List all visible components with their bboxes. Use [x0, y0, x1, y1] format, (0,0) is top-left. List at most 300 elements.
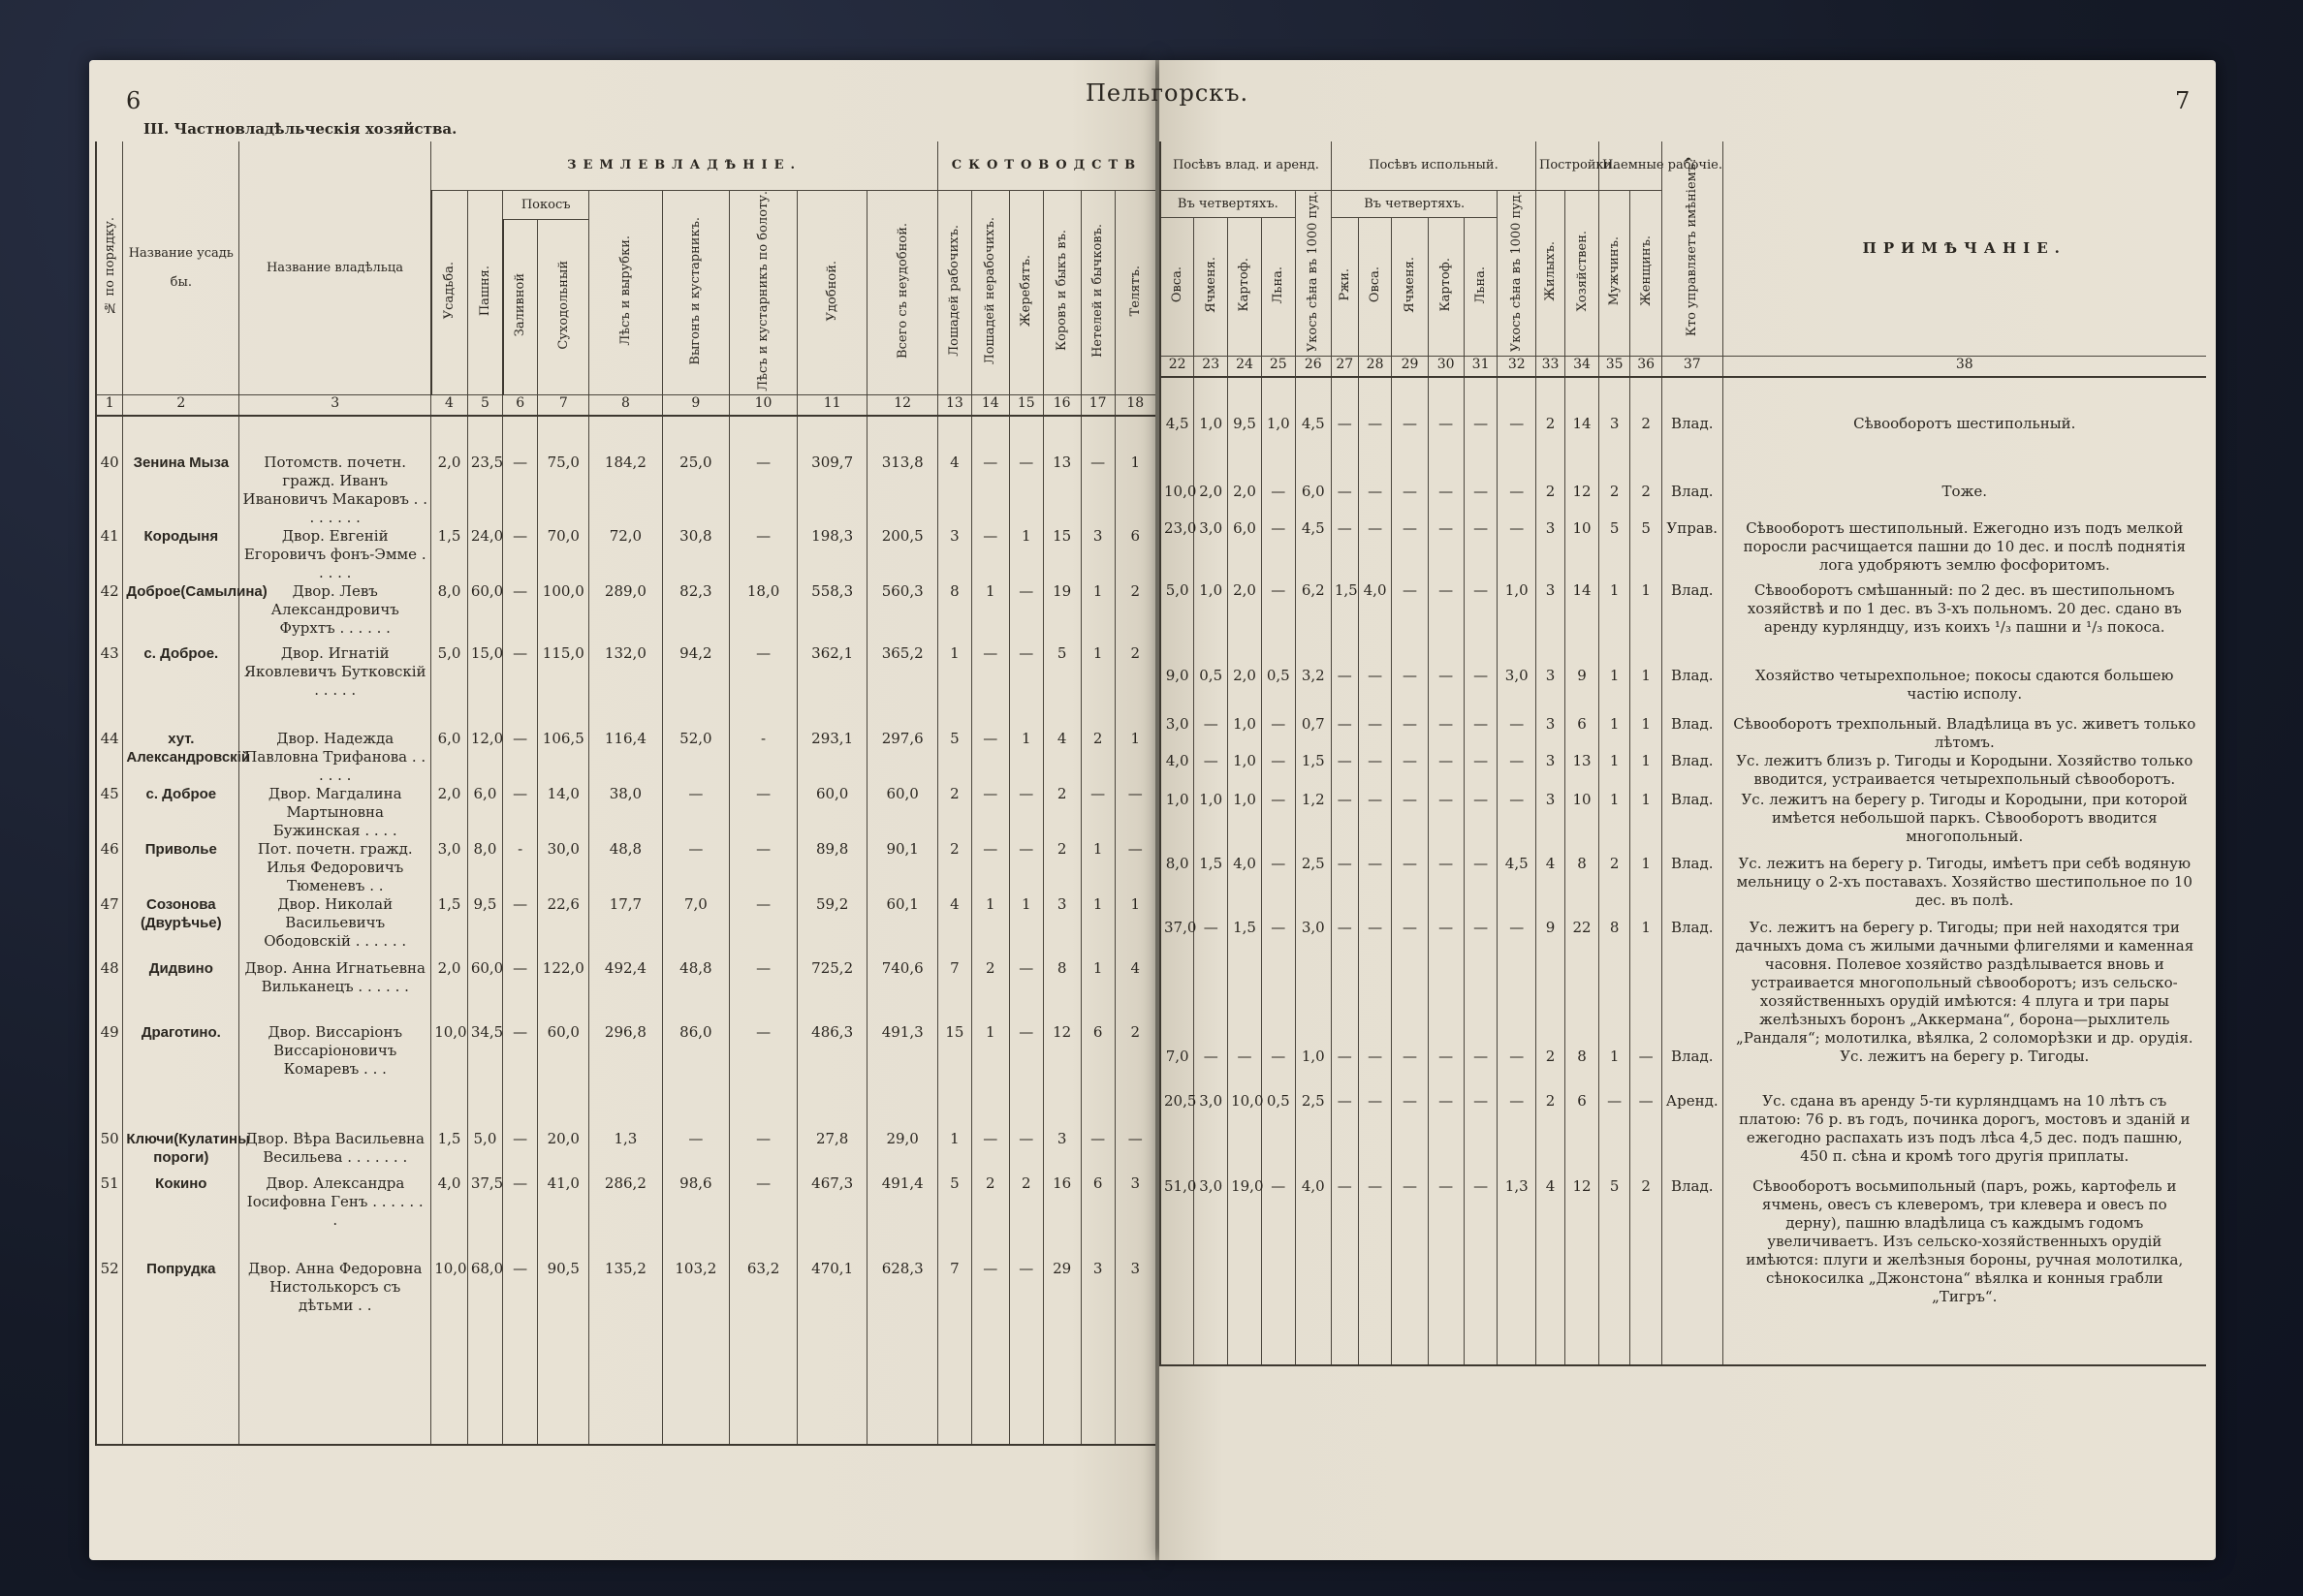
value-c7: 20,0 — [538, 1130, 589, 1174]
value-c7: 70,0 — [538, 527, 589, 582]
value-c15: 1 — [1009, 527, 1043, 582]
value-c17: 6 — [1081, 1023, 1115, 1130]
value-c37: Влад. — [1661, 1048, 1722, 1092]
value-c4: 1,5 — [431, 1130, 468, 1174]
value-c5: 60,0 — [467, 959, 502, 1023]
value-c7: 75,0 — [538, 454, 589, 527]
value-c11: 362,1 — [797, 644, 867, 730]
value-c18: 4 — [1115, 959, 1155, 1023]
value-c31: — — [1464, 752, 1498, 791]
table-end-cell — [1428, 1306, 1464, 1365]
value-c35: 5 — [1598, 1177, 1629, 1306]
value-c8: 289,0 — [589, 582, 662, 644]
column-number: 18 — [1115, 395, 1155, 417]
column-number: 25 — [1261, 356, 1295, 377]
table-row — [96, 1023, 1155, 1130]
value-c25: — — [1261, 519, 1295, 581]
value-c9: 7,0 — [662, 895, 730, 959]
value-c37: Влад. — [1661, 581, 1722, 667]
value-c28: — — [1358, 752, 1392, 791]
spacer-cell — [1331, 377, 1358, 415]
value-c4: 5,0 — [431, 644, 468, 730]
value-c6: — — [503, 644, 538, 730]
value-c12: 491,4 — [868, 1174, 938, 1260]
value-c36: 1 — [1630, 791, 1662, 855]
value-c5: 60,0 — [467, 582, 502, 644]
estate-name: Доброе(Самылина) — [123, 582, 239, 644]
table-end-cell — [1295, 1306, 1331, 1365]
col-header-horses-nonworking: Лошадей нерабочихъ. — [983, 216, 998, 364]
value-c18: 2 — [1115, 1023, 1155, 1130]
value-c27: — — [1331, 483, 1358, 519]
value-c11: 198,3 — [797, 527, 867, 582]
value-c6: — — [503, 1130, 538, 1174]
value-c23: 1,0 — [1194, 791, 1228, 855]
value-c26: 4,5 — [1295, 519, 1331, 581]
value-c27: — — [1331, 1092, 1358, 1177]
column-number: 26 — [1295, 356, 1331, 377]
value-c31: — — [1464, 1092, 1498, 1177]
value-c35: 1 — [1598, 752, 1629, 791]
value-c18: 3 — [1115, 1174, 1155, 1260]
value-c11: 89,8 — [797, 840, 867, 895]
value-c23: 3,0 — [1194, 1092, 1228, 1177]
table-end-cell — [868, 1386, 938, 1445]
value-c31: — — [1464, 919, 1498, 1048]
column-number: 14 — [971, 395, 1009, 417]
value-c4: 2,0 — [431, 454, 468, 527]
value-c15: 2 — [1009, 1174, 1043, 1260]
value-c10: 63,2 — [730, 1260, 798, 1386]
owner-name: Двор. Магдалина Мартыновна Бужинская . . . . — [239, 785, 431, 840]
value-c27: — — [1331, 415, 1358, 483]
col-header-horses-working: Лошадей рабочихъ. — [947, 224, 962, 357]
right-page-number: 7 — [2175, 87, 2191, 114]
table-end-cell — [730, 1386, 798, 1445]
table-end-cell — [123, 1386, 239, 1445]
column-number: 2 — [123, 395, 239, 417]
value-c23: 1,0 — [1194, 415, 1228, 483]
value-c26: 1,2 — [1295, 791, 1331, 855]
col-header-rye-p: Ржи. — [1337, 268, 1352, 301]
value-c17: 3 — [1081, 527, 1115, 582]
estate-name: Дидвино — [123, 959, 239, 1023]
value-c37: Влад. — [1661, 415, 1722, 483]
table-end-cell — [1331, 1306, 1358, 1365]
value-c10: — — [730, 527, 798, 582]
value-c15: — — [1009, 959, 1043, 1023]
spacer-cell — [1081, 416, 1115, 454]
value-c6: — — [503, 454, 538, 527]
spacer-cell — [1228, 377, 1262, 415]
column-number: 10 — [730, 395, 798, 417]
column-number: 1 — [96, 395, 123, 417]
owner-name: Двор. Виссаріонъ Виссаріоновичъ Комаревъ . . . — [239, 1023, 431, 1130]
table-end-cell — [239, 1386, 431, 1445]
col-header-foals: Жеребятъ. — [1019, 254, 1034, 327]
table-end-cell — [1630, 1306, 1662, 1365]
estate-name: Созонова (Двурѣчье) — [123, 895, 239, 959]
right-column-numbers — [1160, 356, 2206, 377]
table-row — [1160, 1092, 2206, 1177]
value-c16: 3 — [1043, 895, 1081, 959]
value-c37: Аренд. — [1661, 1092, 1722, 1177]
value-c28: 4,0 — [1358, 581, 1392, 667]
value-c14: — — [971, 644, 1009, 730]
value-c32: — — [1498, 919, 1536, 1048]
value-c6: — — [503, 527, 538, 582]
value-c23: — — [1194, 919, 1228, 1048]
value-c31: — — [1464, 1048, 1498, 1092]
table-end-cell — [1392, 1306, 1428, 1365]
value-c27: — — [1331, 752, 1358, 791]
value-c10: — — [730, 959, 798, 1023]
value-c5: 15,0 — [467, 644, 502, 730]
value-c25: — — [1261, 483, 1295, 519]
value-c11: 293,1 — [797, 730, 867, 785]
column-number: 23 — [1194, 356, 1228, 377]
value-c16: 4 — [1043, 730, 1081, 785]
row-number: 47 — [96, 895, 123, 959]
value-c33: 2 — [1535, 415, 1564, 483]
value-c18: 6 — [1115, 527, 1155, 582]
col-header-barley-p: Ячменя. — [1403, 256, 1418, 313]
col-header-dwellings: Жилыхъ. — [1543, 240, 1559, 301]
value-c29: — — [1392, 415, 1428, 483]
value-c24: — — [1228, 1048, 1262, 1092]
value-c6: — — [503, 1260, 538, 1386]
value-c15: — — [1009, 840, 1043, 895]
value-c10: — — [730, 785, 798, 840]
value-c25: 0,5 — [1261, 1092, 1295, 1177]
value-c9: 48,8 — [662, 959, 730, 1023]
column-number: 32 — [1498, 356, 1536, 377]
column-number: 34 — [1565, 356, 1599, 377]
column-number: 30 — [1428, 356, 1464, 377]
value-c26: 6,0 — [1295, 483, 1331, 519]
value-c29: — — [1392, 752, 1428, 791]
value-c28: — — [1358, 519, 1392, 581]
value-c27: — — [1331, 519, 1358, 581]
value-c31: — — [1464, 715, 1498, 752]
value-c25: 1,0 — [1261, 415, 1295, 483]
value-c28: — — [1358, 1092, 1392, 1177]
value-c33: 4 — [1535, 1177, 1564, 1306]
owner-name: Двор. Левъ Александровичъ Фурхтъ . . . . . . — [239, 582, 431, 644]
value-c16: 12 — [1043, 1023, 1081, 1130]
spacer-cell — [1043, 416, 1081, 454]
value-c34: 14 — [1565, 415, 1599, 483]
value-c37: Влад. — [1661, 667, 1722, 715]
value-c5: 23,5 — [467, 454, 502, 527]
column-number: 5 — [467, 395, 502, 417]
spacer-cell — [1535, 377, 1564, 415]
value-c8: 184,2 — [589, 454, 662, 527]
value-c29: — — [1392, 483, 1428, 519]
column-number: 22 — [1160, 356, 1194, 377]
estate-name-header-2: бы. — [170, 274, 192, 290]
row-number: 42 — [96, 582, 123, 644]
value-c13: 7 — [937, 1260, 971, 1386]
row-number: 48 — [96, 959, 123, 1023]
table-row — [96, 840, 1155, 895]
value-c29: — — [1392, 715, 1428, 752]
col-header-heifers: Нетелей и бычковъ. — [1090, 223, 1106, 358]
value-c36: 5 — [1630, 519, 1662, 581]
value-c33: 2 — [1535, 1048, 1564, 1092]
value-c4: 2,0 — [431, 785, 468, 840]
value-c12: 60,0 — [868, 785, 938, 840]
value-c10: — — [730, 644, 798, 730]
estate-name: Зенина Мыза — [123, 454, 239, 527]
value-c28: — — [1358, 667, 1392, 715]
value-c37: Влад. — [1661, 1177, 1722, 1306]
value-c35: 1 — [1598, 791, 1629, 855]
table-end-cell — [1228, 1306, 1262, 1365]
table-row — [1160, 667, 2206, 715]
value-c4: 2,0 — [431, 959, 468, 1023]
value-c36: — — [1630, 1048, 1662, 1092]
value-c4: 3,0 — [431, 840, 468, 895]
value-c4: 8,0 — [431, 582, 468, 644]
column-number: 12 — [868, 395, 938, 417]
value-c28: — — [1358, 791, 1392, 855]
table-row — [1160, 1048, 2206, 1092]
value-c7: 90,5 — [538, 1260, 589, 1386]
value-c31: — — [1464, 1177, 1498, 1306]
table-end-cell — [467, 1386, 502, 1445]
spacer-cell — [1630, 377, 1662, 415]
left-column-numbers — [96, 395, 1155, 417]
value-c5: 37,5 — [467, 1174, 502, 1260]
value-c4: 1,5 — [431, 527, 468, 582]
value-c24: 1,0 — [1228, 715, 1262, 752]
value-c13: 4 — [937, 454, 971, 527]
value-c35: 2 — [1598, 855, 1629, 919]
table-end-cell — [1722, 1306, 2206, 1365]
value-c23: — — [1194, 1048, 1228, 1092]
value-c18: 2 — [1115, 644, 1155, 730]
value-c25: — — [1261, 581, 1295, 667]
value-c10: — — [730, 454, 798, 527]
column-number: 33 — [1535, 356, 1564, 377]
value-c8: 135,2 — [589, 1260, 662, 1386]
owner-header: Название владѣльца — [239, 141, 431, 395]
value-c6: — — [503, 895, 538, 959]
left-table — [95, 141, 1155, 1446]
value-c23: 0,5 — [1194, 667, 1228, 715]
estate-name: с. Доброе. — [123, 644, 239, 730]
value-c14: — — [971, 840, 1009, 895]
value-c34: 9 — [1565, 667, 1599, 715]
sown-header: Посѣвъ влад. и аренд. — [1160, 141, 1331, 190]
value-c26: 1,0 — [1295, 1048, 1331, 1092]
value-c31: — — [1464, 667, 1498, 715]
value-c22: 3,0 — [1160, 715, 1194, 752]
value-c29: — — [1392, 1048, 1428, 1092]
column-number: 37 — [1661, 356, 1722, 377]
value-c18: 1 — [1115, 730, 1155, 785]
value-c4: 1,5 — [431, 895, 468, 959]
owner-name: Двор. Анна Игнатьевна Вильканецъ . . . . . . — [239, 959, 431, 1023]
spacer-cell — [1661, 377, 1722, 415]
owner-name: Двор. Александра Іосифовна Генъ . . . . . . . — [239, 1174, 431, 1260]
column-number: 27 — [1331, 356, 1358, 377]
table-row — [96, 527, 1155, 582]
peasant-header: Посѣвъ испольный. — [1331, 141, 1535, 190]
buildings-header: Постройки. — [1535, 141, 1598, 190]
owner-name: Пот. почетн. гражд. Илья Федоровичъ Тюменевъ . . — [239, 840, 431, 895]
table-row — [1160, 715, 2206, 752]
value-c27: — — [1331, 791, 1358, 855]
row-number: 51 — [96, 1174, 123, 1260]
value-c5: 9,5 — [467, 895, 502, 959]
value-c17: — — [1081, 454, 1115, 527]
value-c14: 1 — [971, 1023, 1009, 1130]
value-c15: — — [1009, 1260, 1043, 1386]
table-end-cell — [589, 1386, 662, 1445]
value-c16: 8 — [1043, 959, 1081, 1023]
value-c28: — — [1358, 483, 1392, 519]
estate-name: Кокино — [123, 1174, 239, 1260]
spacer-cell — [1358, 377, 1392, 415]
table-end-cell — [1464, 1306, 1498, 1365]
table-end-cell — [1535, 1306, 1564, 1365]
value-c12: 200,5 — [868, 527, 938, 582]
value-c14: 1 — [971, 582, 1009, 644]
spacer-cell — [1428, 377, 1464, 415]
value-c14: 1 — [971, 895, 1009, 959]
column-number: 24 — [1228, 356, 1262, 377]
value-c32: 4,5 — [1498, 855, 1536, 919]
column-number: 16 — [1043, 395, 1081, 417]
table-end-cell — [1009, 1386, 1043, 1445]
value-c12: 491,3 — [868, 1023, 938, 1130]
estate-name: Кородыня — [123, 527, 239, 582]
note-text: Сѣвооборотъ трехпольный. Владѣлица въ ус. живетъ только лѣтомъ. — [1722, 715, 2206, 752]
note-text: Сѣвооборотъ восьмипольный (паръ, рожь, картофель и ячмень, овесъ съ клеверомъ, три клевера и овесъ по дерну), пашню владѣлица съ каждымъ годомъ увеличиваетъ. Изъ сельско-хозяйственныхъ орудій имѣются: плуги и желѣзныя бороны, ручная молотилка, сѣнокосилка „Джонстона“ вѣялка и конныя грабли „Тигръ“. — [1722, 1177, 2206, 1306]
value-c13: 15 — [937, 1023, 971, 1130]
spacer-cell — [1598, 377, 1629, 415]
value-c24: 1,5 — [1228, 919, 1262, 1048]
value-c8: 1,3 — [589, 1130, 662, 1174]
value-c27: — — [1331, 715, 1358, 752]
value-c7: 115,0 — [538, 644, 589, 730]
value-c15: — — [1009, 644, 1043, 730]
value-c26: 4,5 — [1295, 415, 1331, 483]
col-header-les: Лѣсъ и вырубки. — [617, 235, 633, 346]
value-c22: 7,0 — [1160, 1048, 1194, 1092]
table-end-cell — [1661, 1306, 1722, 1365]
value-c35: 5 — [1598, 519, 1629, 581]
column-number: 38 — [1722, 356, 2206, 377]
value-c13: 1 — [937, 1130, 971, 1174]
value-c22: 4,0 — [1160, 752, 1194, 791]
value-c6: — — [503, 1023, 538, 1130]
row-number: 52 — [96, 1260, 123, 1386]
col-header-vsego: Всего съ неудобной. — [895, 222, 910, 359]
value-c13: 3 — [937, 527, 971, 582]
col-header-flax: Льна. — [1271, 266, 1286, 304]
value-c27: — — [1331, 919, 1358, 1048]
spacer-cell — [868, 416, 938, 454]
spacer-cell — [503, 416, 538, 454]
value-c34: 12 — [1565, 483, 1599, 519]
value-c36: 1 — [1630, 919, 1662, 1048]
value-c16: 13 — [1043, 454, 1081, 527]
value-c17: 1 — [1081, 582, 1115, 644]
value-c37: Влад. — [1661, 855, 1722, 919]
value-c7: 30,0 — [538, 840, 589, 895]
col-header-calves: Телятъ. — [1127, 265, 1143, 317]
value-c33: 4 — [1535, 855, 1564, 919]
value-c15: — — [1009, 454, 1043, 527]
value-c14: — — [971, 730, 1009, 785]
value-c4: 6,0 — [431, 730, 468, 785]
value-c17: 2 — [1081, 730, 1115, 785]
value-c24: 1,0 — [1228, 791, 1262, 855]
value-c11: 558,3 — [797, 582, 867, 644]
value-c7: 41,0 — [538, 1174, 589, 1260]
value-c7: 22,6 — [538, 895, 589, 959]
estate-name: с. Доброе — [123, 785, 239, 840]
value-c14: 2 — [971, 1174, 1009, 1260]
column-number: 4 — [431, 395, 468, 417]
value-c18: — — [1115, 840, 1155, 895]
value-c24: 2,0 — [1228, 667, 1262, 715]
value-c17: 1 — [1081, 644, 1115, 730]
spacer-cell — [1392, 377, 1428, 415]
value-c12: 297,6 — [868, 730, 938, 785]
owner-name: Двор. Вѣра Васильевна Весильева . . . . . . . — [239, 1130, 431, 1174]
value-c16: 5 — [1043, 644, 1081, 730]
value-c35: 1 — [1598, 715, 1629, 752]
row-number: 44 — [96, 730, 123, 785]
value-c12: 740,6 — [868, 959, 938, 1023]
value-c22: 23,0 — [1160, 519, 1194, 581]
value-c6: — — [503, 582, 538, 644]
value-c7: 106,5 — [538, 730, 589, 785]
table-row — [96, 895, 1155, 959]
spacer-cell — [1464, 377, 1498, 415]
value-c15: — — [1009, 1023, 1043, 1130]
value-c29: — — [1392, 791, 1428, 855]
value-c17: 6 — [1081, 1174, 1115, 1260]
table-end-cell — [797, 1386, 867, 1445]
value-c23: 3,0 — [1194, 1177, 1228, 1306]
value-c11: 486,3 — [797, 1023, 867, 1130]
cattle-header: СКОТОВОДСТВ — [937, 141, 1155, 190]
value-c31: — — [1464, 855, 1498, 919]
col-header-oats-p: Овса. — [1368, 266, 1383, 303]
value-c5: 5,0 — [467, 1130, 502, 1174]
value-c8: 286,2 — [589, 1174, 662, 1260]
row-number: 46 — [96, 840, 123, 895]
table-end-cell — [1598, 1306, 1629, 1365]
owner-name: Двор. Надежда Павловна Трифанова . . . . . . — [239, 730, 431, 785]
value-c32: — — [1498, 1048, 1536, 1092]
value-c24: 19,0 — [1228, 1177, 1262, 1306]
value-c32: 3,0 — [1498, 667, 1536, 715]
column-number: 35 — [1598, 356, 1629, 377]
value-c35: 3 — [1598, 415, 1629, 483]
value-c30: — — [1428, 667, 1464, 715]
table-row — [1160, 581, 2206, 667]
value-c34: 8 — [1565, 1048, 1599, 1092]
value-c36: 1 — [1630, 581, 1662, 667]
value-c18: 3 — [1115, 1260, 1155, 1386]
table-row — [1160, 1177, 2206, 1306]
